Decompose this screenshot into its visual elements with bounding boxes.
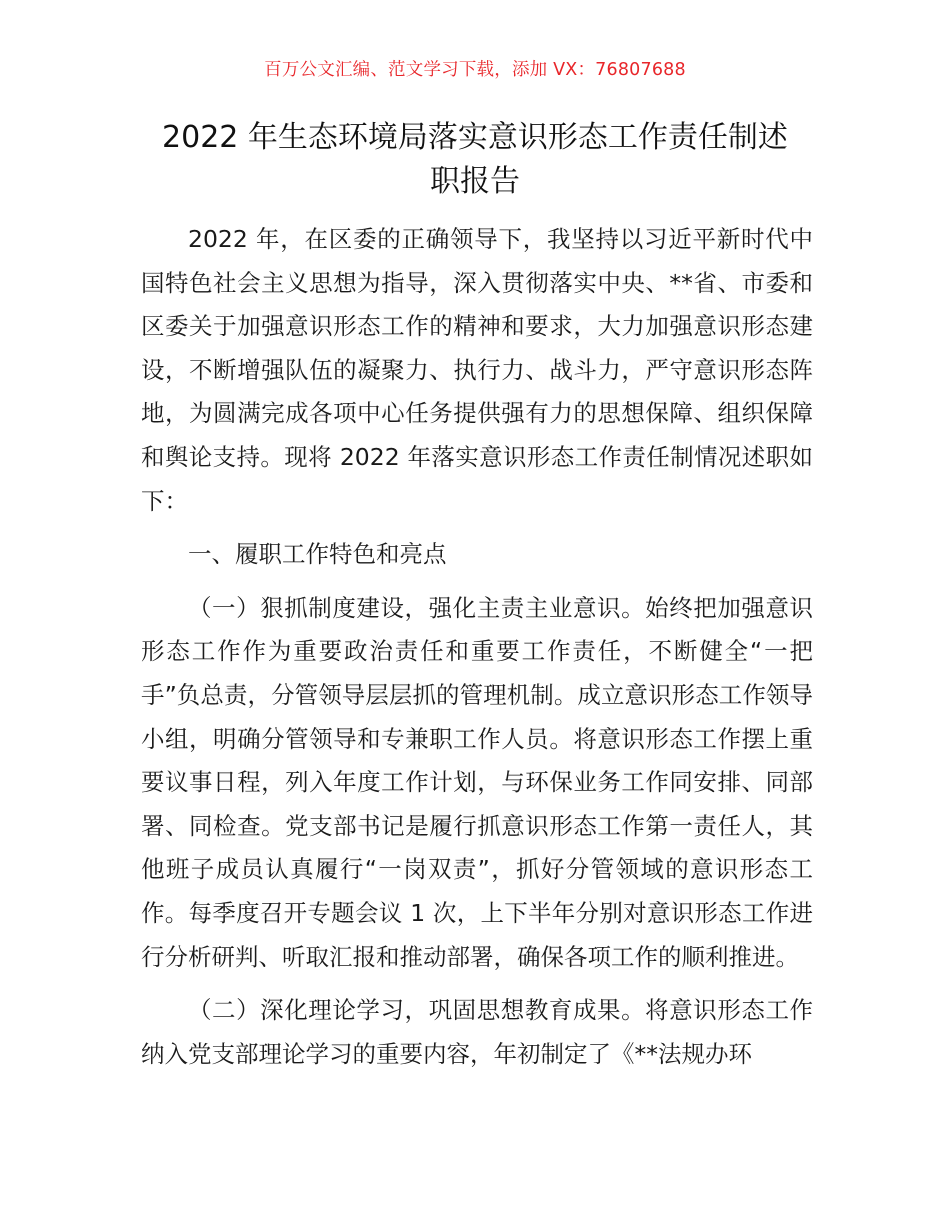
body-paragraph: （一）狠抓制度建设，强化主责主业意识。始终把加强意识形态工作作为重要政治责任和重要工作责任，不断健全“一把手”负总责，分管领导层层抓的管理机制。成立意识形态工作领导小组，明确分管领导和专兼职工作人员。将意识形态工作摆上重要议事日程，列入年度工作计划，与环保业务工作同安排、同部署、同检查。党支部书记是履行抓意识形态工作第一责任人，其他班子成员认真履行“一岗双责”，抓好分管领域的意识形态工作。每季度召开专题会议 1 次，上下半年分别对意识形态工作进行分析研判、听取汇报和推动部署，确保各项工作的顺利推进。 xyxy=(141,593,813,971)
section-heading: 一、履职工作特色和亮点 xyxy=(188,540,447,569)
body-paragraph: （二）深化理论学习，巩固思想教育成果。将意识形态工作纳入党支部理论学习的重要内容，年初制定了《**法规办环 xyxy=(141,996,813,1068)
title-line-1: 2022 年生态环境局落实意识形态工作责任制述 xyxy=(162,120,788,155)
document-title xyxy=(130,116,820,204)
title-line-2: 职报告 xyxy=(430,164,520,199)
promo-banner: 百万公文汇编、范文学习下载，添加 VX：76807688 xyxy=(264,60,686,80)
document-body xyxy=(141,218,813,1076)
intro-paragraph: 2022 年，在区委的正确领导下，我坚持以习近平新时代中国特色社会主义思想为指导，深入贯彻落实中央、**省、市委和区委关于加强意识形态工作的精神和要求，大力加强意识形态建设，不断增强队伍的凝聚力、执行力、战斗力，严守意识形态阵地，为圆满完成各项中心任务提供强有力的思想保障、组织保障和舆论支持。现将 2022 年落实意识形态工作责任制情况述职如下： xyxy=(141,225,813,515)
